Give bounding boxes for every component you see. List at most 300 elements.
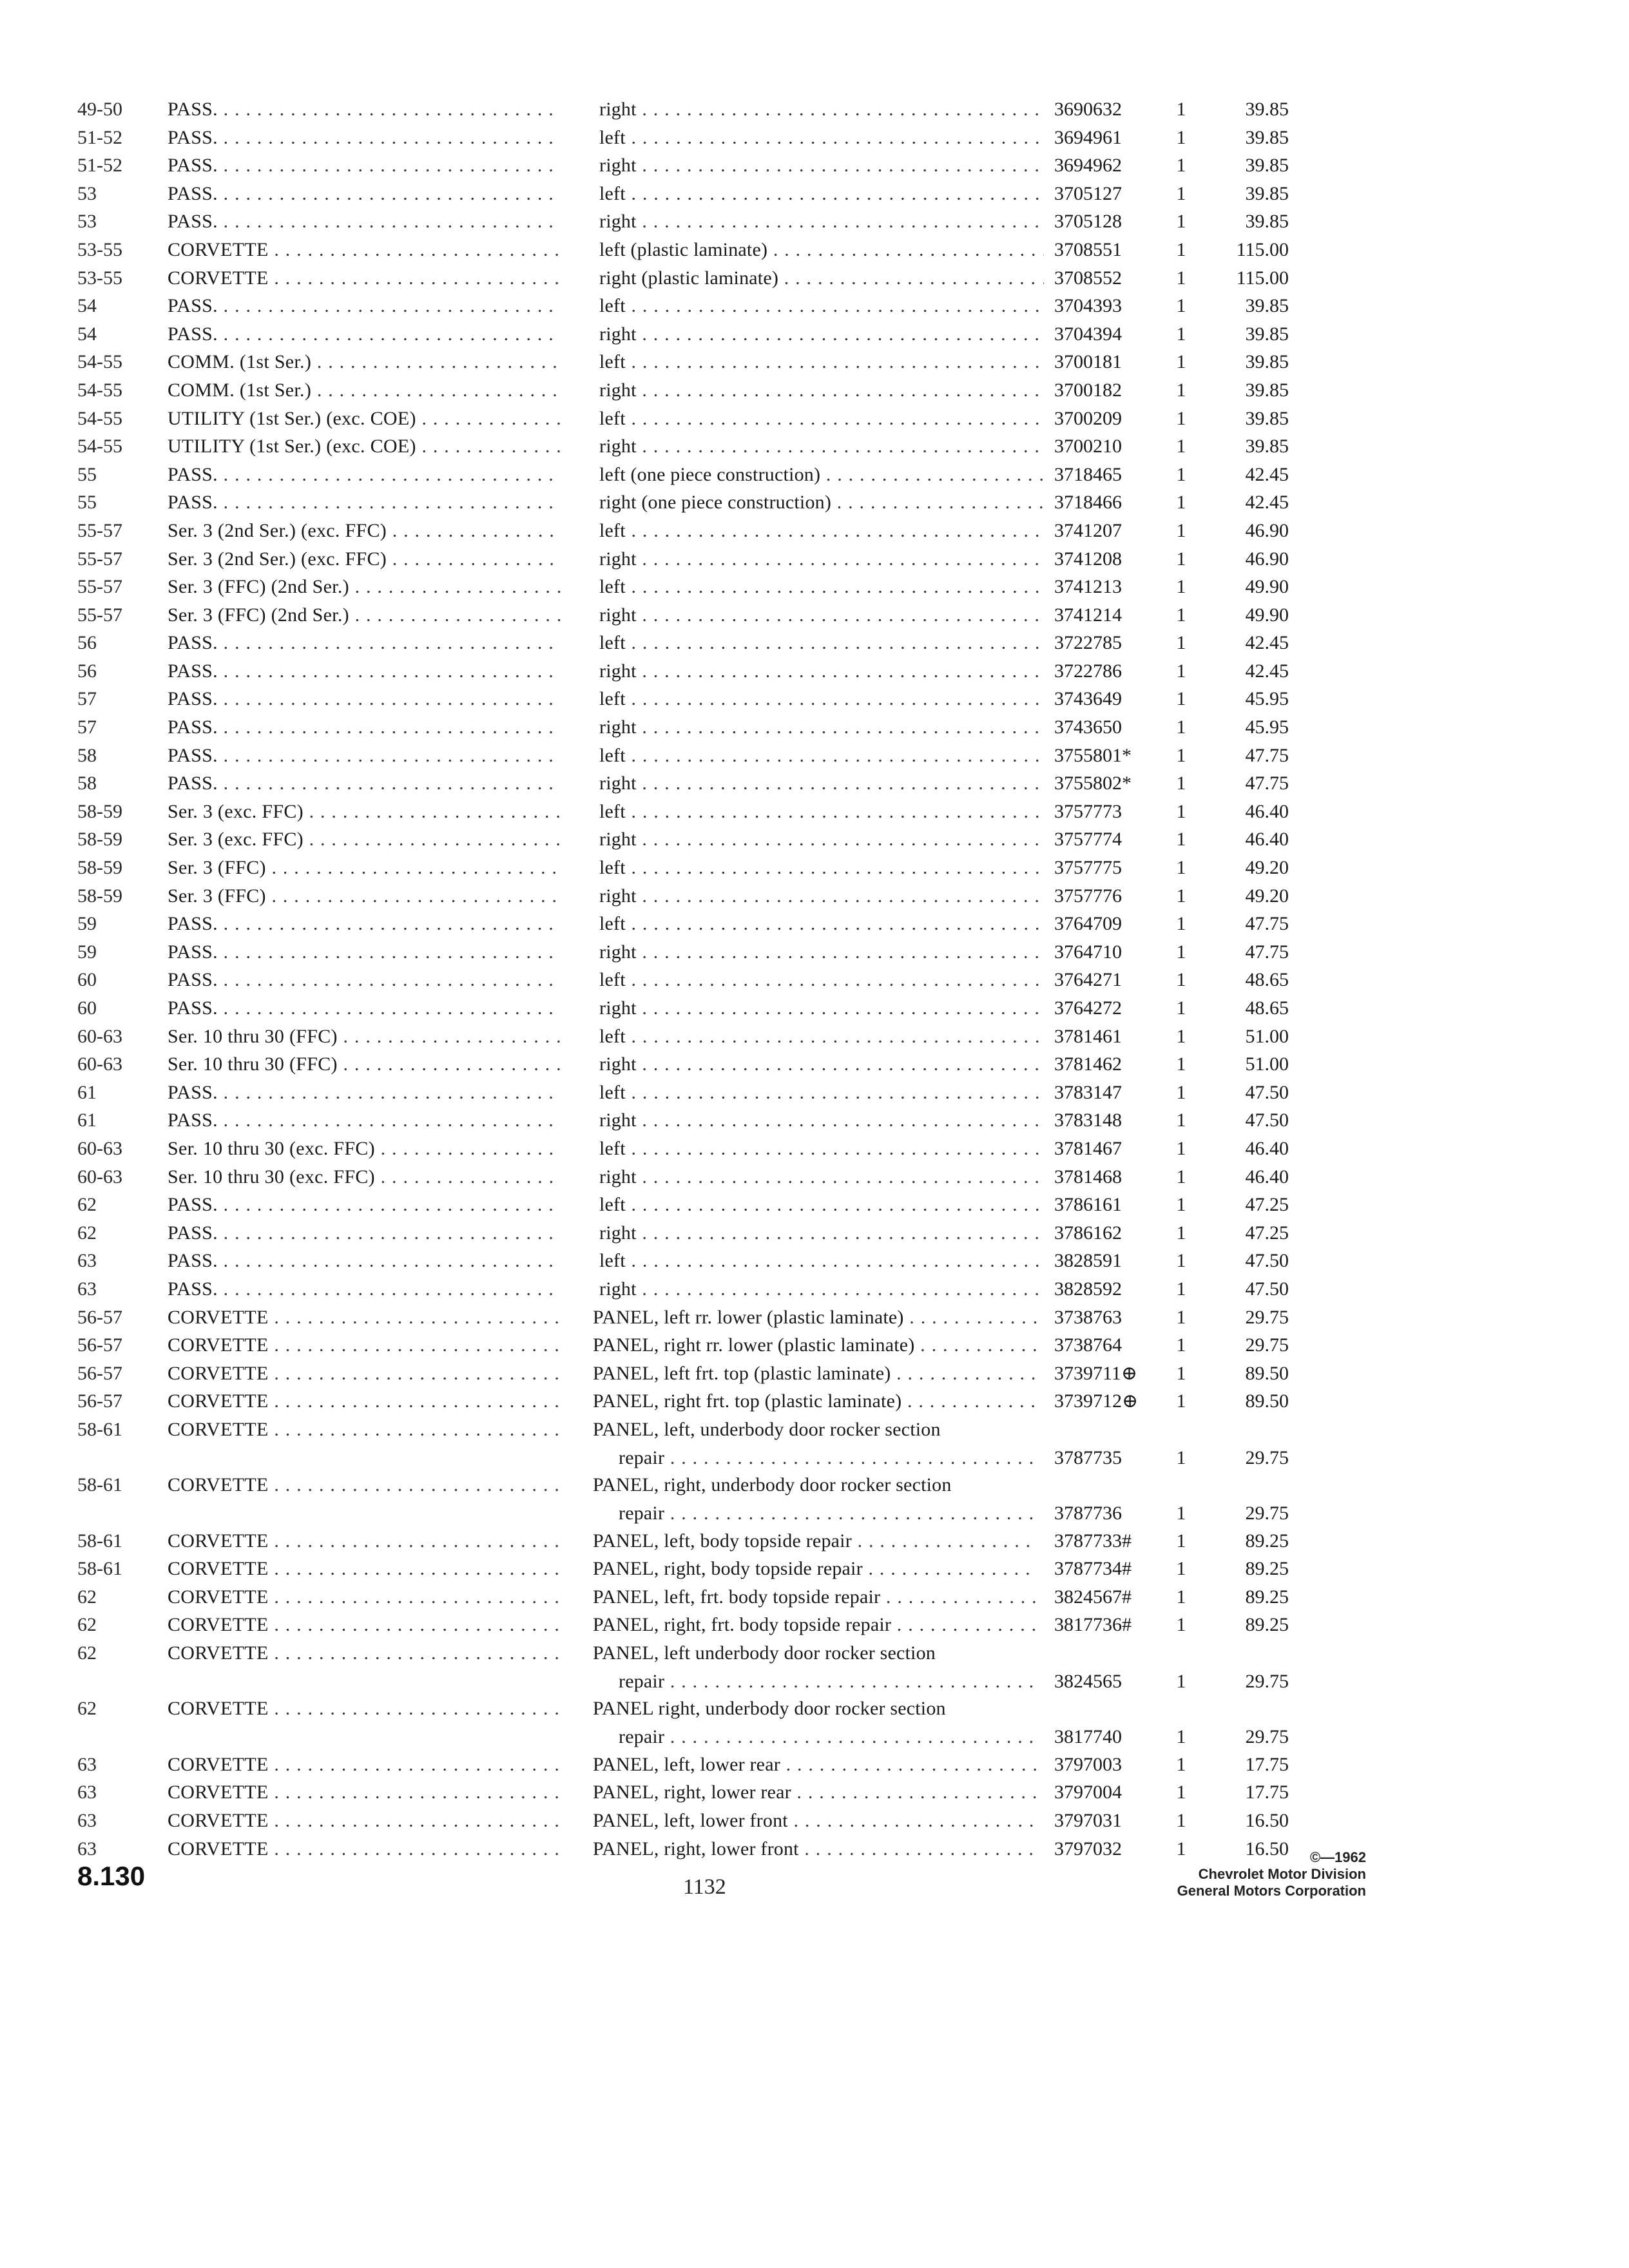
model-cell: PASS. . . . <box>168 461 561 489</box>
description-cell: right . . . <box>599 1050 1044 1079</box>
price-cell: 46.40 <box>1245 829 1289 850</box>
part-number-cell: 3757775 <box>1054 857 1122 879</box>
quantity-cell: 1 <box>1176 1194 1186 1216</box>
part-number-cell: 3781467 <box>1054 1137 1122 1159</box>
table-row <box>0 657 1629 686</box>
year-cell: 56-57 <box>77 1306 122 1328</box>
model-cell: CORVETTE . . . <box>168 1387 561 1416</box>
price-cell: 47.75 <box>1245 913 1289 935</box>
price-cell: 16.50 <box>1245 1838 1289 1860</box>
price-cell: 49.90 <box>1245 576 1289 598</box>
description-cell: right . . . <box>599 207 1044 236</box>
description-cell: PANEL, left, frt. body topside repair . . . <box>593 1583 1037 1611</box>
description-cell <box>593 1695 1037 1750</box>
price-cell: 89.50 <box>1245 1390 1289 1412</box>
model-cell: PASS. . . . <box>168 320 561 349</box>
publisher-imprint <box>1095 1849 1366 1899</box>
price-cell: 48.65 <box>1245 997 1289 1019</box>
price-cell: 17.75 <box>1245 1753 1289 1775</box>
description-cell: right . . . <box>599 938 1044 966</box>
table-row <box>0 1778 1629 1807</box>
description-cell: left . . . <box>599 292 1044 320</box>
description-cell: right (plastic laminate) . . . <box>599 264 1044 293</box>
model-cell: PASS. . . . <box>168 657 561 686</box>
part-number-cell: 3828591 <box>1054 1250 1122 1272</box>
year-cell: 53 <box>77 211 97 233</box>
model-cell: PASS. . . . <box>168 292 561 320</box>
model-cell: UTILITY (1st Ser.) (exc. COE) . . . <box>168 432 561 461</box>
model-cell: CORVETTE . . . <box>168 1835 561 1863</box>
table-row <box>0 1639 1629 1695</box>
model-cell: PASS. . . . <box>168 769 561 798</box>
quantity-cell: 1 <box>1176 1081 1186 1103</box>
quantity-cell: 1 <box>1176 1306 1186 1328</box>
model-cell: PASS. . . . <box>168 1079 561 1107</box>
part-number-cell: 3690632 <box>1054 99 1122 120</box>
price-cell: 47.50 <box>1245 1110 1289 1131</box>
quantity-cell: 1 <box>1176 323 1186 345</box>
description-cell: right . . . <box>599 432 1044 461</box>
year-cell: 59 <box>77 941 97 963</box>
description-cell: left (one piece construction) . . . <box>599 461 1044 489</box>
description-continuation: repair . . . <box>593 1444 1037 1472</box>
quantity-cell: 1 <box>1176 238 1186 260</box>
quantity-cell: 1 <box>1176 407 1186 429</box>
table-row <box>0 573 1629 601</box>
price-cell: 39.85 <box>1245 99 1289 120</box>
description-continuation: repair . . . <box>593 1723 1037 1751</box>
price-cell: 45.95 <box>1245 688 1289 710</box>
part-number-cell: 3755801* <box>1054 744 1132 766</box>
part-number-cell: 3700210 <box>1054 436 1122 457</box>
quantity-cell: 1 <box>1176 295 1186 317</box>
year-cell: 54 <box>77 295 97 317</box>
description-cell: left . . . <box>599 685 1044 713</box>
model-cell: CORVETTE . . . <box>168 1583 561 1611</box>
quantity-cell: 1 <box>1176 1362 1186 1384</box>
year-cell: 58-61 <box>77 1558 122 1580</box>
year-cell: 53 <box>77 182 97 204</box>
part-number-cell: 3705128 <box>1054 211 1122 233</box>
year-cell: 63 <box>77 1250 97 1272</box>
quantity-cell: 1 <box>1176 492 1186 514</box>
price-cell: 51.00 <box>1245 1025 1289 1047</box>
year-cell: 54-55 <box>77 436 122 457</box>
table-row <box>0 545 1629 573</box>
quantity-cell: 1 <box>1176 997 1186 1019</box>
description-cell: right . . . <box>599 825 1044 854</box>
year-cell: 61 <box>77 1110 97 1131</box>
description-continuation: repair . . . <box>593 1667 1037 1695</box>
quantity-cell: 1 <box>1176 1753 1186 1775</box>
year-cell: 58-61 <box>77 1474 122 1496</box>
publisher-division: Chevrolet Motor Division <box>1198 1866 1366 1882</box>
table-row <box>0 180 1629 208</box>
table-row <box>0 1387 1629 1416</box>
table-row <box>0 769 1629 798</box>
year-cell: 58-59 <box>77 885 122 907</box>
model-cell: CORVETTE . . . <box>168 1527 561 1555</box>
table-row <box>0 348 1629 376</box>
quantity-cell: 1 <box>1176 519 1186 541</box>
quantity-cell: 1 <box>1176 1137 1186 1159</box>
table-row <box>0 124 1629 152</box>
year-cell: 58 <box>77 744 97 766</box>
description-cell: right . . . <box>599 601 1044 629</box>
description-cell <box>593 1639 1037 1695</box>
part-number-cell: 3757774 <box>1054 829 1122 850</box>
table-row <box>0 825 1629 854</box>
part-number-cell: 3705127 <box>1054 182 1122 204</box>
table-row <box>0 1416 1629 1471</box>
part-number-cell: 3781461 <box>1054 1025 1122 1047</box>
model-cell: PASS. . . . <box>168 966 561 994</box>
description-cell: PANEL, right, body topside repair . . . <box>593 1555 1037 1583</box>
year-cell: 56 <box>77 632 97 654</box>
price-cell: 46.90 <box>1245 519 1289 541</box>
quantity-cell: 1 <box>1176 1334 1186 1356</box>
price-cell: 29.75 <box>1245 1446 1289 1468</box>
description-cell: left . . . <box>599 966 1044 994</box>
description-cell: right . . . <box>599 1275 1044 1303</box>
model-cell: Ser. 10 thru 30 (exc. FFC) . . . <box>168 1163 561 1191</box>
quantity-cell: 1 <box>1176 941 1186 963</box>
quantity-cell: 1 <box>1176 1782 1186 1803</box>
table-row <box>0 1135 1629 1163</box>
year-cell: 60-63 <box>77 1166 122 1187</box>
model-cell: CORVETTE . . . <box>168 1416 561 1444</box>
description-cell: right (one piece construction) . . . <box>599 488 1044 517</box>
table-row <box>0 95 1629 124</box>
quantity-cell: 1 <box>1176 857 1186 879</box>
quantity-cell: 1 <box>1176 99 1186 120</box>
part-number-cell: 3787736 <box>1054 1502 1122 1524</box>
price-cell: 47.75 <box>1245 941 1289 963</box>
table-row <box>0 1191 1629 1219</box>
model-cell: PASS. . . . <box>168 1219 561 1247</box>
model-cell: CORVETTE . . . <box>168 1807 561 1835</box>
year-cell: 56-57 <box>77 1334 122 1356</box>
quantity-cell: 1 <box>1176 885 1186 907</box>
model-cell: PASS. . . . <box>168 180 561 208</box>
model-cell: Ser. 3 (2nd Ser.) (exc. FFC) . . . <box>168 517 561 545</box>
description-cell: left . . . <box>599 1247 1044 1275</box>
price-cell: 39.85 <box>1245 295 1289 317</box>
year-cell: 58-59 <box>77 829 122 850</box>
part-number-cell: 3764271 <box>1054 969 1122 991</box>
part-number-cell: 3828592 <box>1054 1278 1122 1300</box>
description-cell: left (plastic laminate) . . . <box>599 236 1044 264</box>
year-cell: 53-55 <box>77 267 122 289</box>
part-number-cell: 3783147 <box>1054 1081 1122 1103</box>
quantity-cell: 1 <box>1176 800 1186 822</box>
description-cell: PANEL, left, lower front . . . <box>593 1807 1037 1835</box>
year-cell: 62 <box>77 1586 97 1608</box>
quantity-cell: 1 <box>1176 660 1186 682</box>
description-cell: PANEL, right, lower front . . . <box>593 1835 1037 1863</box>
price-cell: 39.85 <box>1245 155 1289 177</box>
description-cell: left . . . <box>599 348 1044 376</box>
quantity-cell: 1 <box>1176 829 1186 850</box>
price-cell: 42.45 <box>1245 463 1289 485</box>
model-cell: PASS. . . . <box>168 488 561 517</box>
year-cell: 60 <box>77 969 97 991</box>
model-cell: Ser. 3 (FFC) . . . <box>168 854 561 882</box>
model-cell: Ser. 10 thru 30 (exc. FFC) . . . <box>168 1135 561 1163</box>
description-cell: right . . . <box>599 1163 1044 1191</box>
price-cell: 29.75 <box>1245 1670 1289 1692</box>
quantity-cell: 1 <box>1176 1810 1186 1832</box>
table-row <box>0 994 1629 1023</box>
part-number-cell: 3743650 <box>1054 716 1122 738</box>
year-cell: 63 <box>77 1753 97 1775</box>
description-cell: PANEL, left, lower rear . . . <box>593 1751 1037 1779</box>
quantity-cell: 1 <box>1176 1838 1186 1860</box>
model-cell: CORVETTE . . . <box>168 1303 561 1332</box>
price-cell: 45.95 <box>1245 716 1289 738</box>
description-cell: right . . . <box>599 994 1044 1023</box>
price-cell: 39.85 <box>1245 436 1289 457</box>
table-row <box>0 713 1629 742</box>
year-cell: 62 <box>77 1698 97 1720</box>
quantity-cell: 1 <box>1176 688 1186 710</box>
table-row <box>0 1219 1629 1247</box>
model-cell: UTILITY (1st Ser.) (exc. COE) . . . <box>168 405 561 433</box>
part-number-cell: 3787733# <box>1054 1530 1132 1552</box>
part-number-cell: 3738764 <box>1054 1334 1122 1356</box>
part-number-cell: 3781468 <box>1054 1166 1122 1187</box>
part-number-cell: 3824567# <box>1054 1586 1132 1608</box>
part-number-cell: 3722786 <box>1054 660 1122 682</box>
model-cell: PASS. . . . <box>168 685 561 713</box>
description-cell: left . . . <box>599 798 1044 826</box>
quantity-cell: 1 <box>1176 1586 1186 1608</box>
table-row <box>0 1751 1629 1779</box>
description-cell: left . . . <box>599 910 1044 938</box>
price-cell: 47.25 <box>1245 1222 1289 1244</box>
quantity-cell: 1 <box>1176 744 1186 766</box>
year-cell: 51-52 <box>77 155 122 177</box>
quantity-cell: 1 <box>1176 548 1186 570</box>
model-cell: PASS. . . . <box>168 994 561 1023</box>
price-cell: 46.40 <box>1245 1166 1289 1187</box>
part-number-cell: 3743649 <box>1054 688 1122 710</box>
part-number-cell: 3797004 <box>1054 1782 1122 1803</box>
model-cell: Ser. 3 (FFC) (2nd Ser.) . . . <box>168 601 561 629</box>
model-cell: PASS. . . . <box>168 629 561 657</box>
price-cell: 39.85 <box>1245 351 1289 373</box>
description-cell: left . . . <box>599 124 1044 152</box>
part-number-cell: 3739712⊕ <box>1054 1390 1139 1412</box>
part-number-cell: 3741214 <box>1054 604 1122 626</box>
table-row <box>0 1247 1629 1275</box>
price-cell: 42.45 <box>1245 492 1289 514</box>
description-cell: PANEL, right, frt. body topside repair . . . <box>593 1611 1037 1639</box>
model-cell: PASS. . . . <box>168 1106 561 1135</box>
price-cell: 29.75 <box>1245 1502 1289 1524</box>
description-cell <box>593 1471 1037 1526</box>
page-code: 8.130 <box>77 1861 146 1891</box>
description-cell: right . . . <box>599 1219 1044 1247</box>
year-cell: 54-55 <box>77 379 122 401</box>
model-cell: PASS. . . . <box>168 124 561 152</box>
price-cell: 47.25 <box>1245 1194 1289 1216</box>
table-row <box>0 798 1629 826</box>
price-cell: 89.50 <box>1245 1362 1289 1384</box>
part-number-cell: 3787734# <box>1054 1558 1132 1580</box>
quantity-cell: 1 <box>1176 126 1186 148</box>
year-cell: 55-57 <box>77 548 122 570</box>
description-cell: left . . . <box>599 573 1044 601</box>
description-cell: left . . . <box>599 1023 1044 1051</box>
price-cell: 89.25 <box>1245 1558 1289 1580</box>
model-cell: Ser. 3 (2nd Ser.) (exc. FFC) . . . <box>168 545 561 573</box>
model-cell: PASS. . . . <box>168 1247 561 1275</box>
year-cell: 55 <box>77 492 97 514</box>
year-cell: 58-61 <box>77 1530 122 1552</box>
description-cell: right . . . <box>599 320 1044 349</box>
year-cell: 55-57 <box>77 604 122 626</box>
year-cell: 60-63 <box>77 1137 122 1159</box>
description-cell: right . . . <box>599 882 1044 910</box>
quantity-cell: 1 <box>1176 1390 1186 1412</box>
year-cell: 62 <box>77 1614 97 1636</box>
table-row <box>0 966 1629 994</box>
description-cell: right . . . <box>599 1106 1044 1135</box>
part-number-cell: 3694961 <box>1054 126 1122 148</box>
model-cell: CORVETTE . . . <box>168 1471 561 1499</box>
quantity-cell: 1 <box>1176 1614 1186 1636</box>
quantity-cell: 1 <box>1176 913 1186 935</box>
model-cell: PASS. . . . <box>168 910 561 938</box>
table-row <box>0 1471 1629 1526</box>
price-cell: 17.75 <box>1245 1782 1289 1803</box>
year-cell: 56 <box>77 660 97 682</box>
part-number-cell: 3764272 <box>1054 997 1122 1019</box>
description-cell: PANEL, right frt. top (plastic laminate) . . . <box>593 1387 1037 1416</box>
table-row <box>0 488 1629 517</box>
year-cell: 63 <box>77 1278 97 1300</box>
part-number-cell: 3739711⊕ <box>1054 1362 1138 1384</box>
year-cell: 51-52 <box>77 126 122 148</box>
table-row <box>0 1163 1629 1191</box>
description-line: PANEL, right, underbody door rocker section <box>593 1474 952 1496</box>
year-cell: 56-57 <box>77 1362 122 1384</box>
model-cell: Ser. 10 thru 30 (FFC) . . . <box>168 1023 561 1051</box>
description-cell: left . . . <box>599 742 1044 770</box>
price-cell: 42.45 <box>1245 632 1289 654</box>
table-row <box>0 461 1629 489</box>
year-cell: 58 <box>77 773 97 794</box>
table-row <box>0 854 1629 882</box>
part-number-cell: 3797032 <box>1054 1838 1122 1860</box>
description-cell: left . . . <box>599 180 1044 208</box>
price-cell: 29.75 <box>1245 1726 1289 1748</box>
quantity-cell: 1 <box>1176 211 1186 233</box>
year-cell: 58-61 <box>77 1418 122 1440</box>
price-cell: 46.40 <box>1245 1137 1289 1159</box>
description-cell <box>593 1416 1037 1471</box>
part-number-cell: 3738763 <box>1054 1306 1122 1328</box>
description-cell: right . . . <box>599 376 1044 405</box>
quantity-cell: 1 <box>1176 1446 1186 1468</box>
model-cell: Ser. 3 (FFC) (2nd Ser.) . . . <box>168 573 561 601</box>
table-row <box>0 1360 1629 1388</box>
quantity-cell: 1 <box>1176 351 1186 373</box>
publisher-corporation: General Motors Corporation <box>1177 1883 1366 1899</box>
part-number-cell: 3741207 <box>1054 519 1122 541</box>
table-row <box>0 405 1629 433</box>
part-number-cell: 3755802* <box>1054 773 1132 794</box>
part-number-cell: 3700181 <box>1054 351 1122 373</box>
description-cell: right . . . <box>599 713 1044 742</box>
part-number-cell: 3708551 <box>1054 238 1122 260</box>
table-row <box>0 1106 1629 1135</box>
year-cell: 55-57 <box>77 576 122 598</box>
description-cell: left . . . <box>599 1135 1044 1163</box>
price-cell: 89.25 <box>1245 1614 1289 1636</box>
part-number-cell: 3764709 <box>1054 913 1122 935</box>
part-number-cell: 3783148 <box>1054 1110 1122 1131</box>
part-number-cell: 3708552 <box>1054 267 1122 289</box>
part-number-cell: 3694962 <box>1054 155 1122 177</box>
quantity-cell: 1 <box>1176 155 1186 177</box>
model-cell: CORVETTE . . . <box>168 1751 561 1779</box>
table-row <box>0 1527 1629 1555</box>
description-cell: PANEL, left, body topside repair . . . <box>593 1527 1037 1555</box>
part-number-cell: 3741208 <box>1054 548 1122 570</box>
model-cell: PASS. . . . <box>168 742 561 770</box>
part-number-cell: 3718465 <box>1054 463 1122 485</box>
quantity-cell: 1 <box>1176 576 1186 598</box>
quantity-cell: 1 <box>1176 604 1186 626</box>
table-row <box>0 1695 1629 1750</box>
quantity-cell: 1 <box>1176 1530 1186 1552</box>
price-cell: 89.25 <box>1245 1586 1289 1608</box>
quantity-cell: 1 <box>1176 969 1186 991</box>
price-cell: 47.75 <box>1245 773 1289 794</box>
year-cell: 60 <box>77 997 97 1019</box>
table-row <box>0 910 1629 938</box>
table-row <box>0 151 1629 180</box>
part-number-cell: 3704393 <box>1054 295 1122 317</box>
year-cell: 63 <box>77 1810 97 1832</box>
model-cell: CORVETTE . . . <box>168 1331 561 1360</box>
year-cell: 58-59 <box>77 800 122 822</box>
table-row <box>0 1331 1629 1360</box>
model-cell: COMM. (1st Ser.) . . . <box>168 348 561 376</box>
description-line: PANEL, left, underbody door rocker section <box>593 1418 941 1440</box>
table-row <box>0 1807 1629 1835</box>
model-cell: CORVETTE . . . <box>168 1611 561 1639</box>
quantity-cell: 1 <box>1176 773 1186 794</box>
price-cell: 49.90 <box>1245 604 1289 626</box>
part-number-cell: 3700209 <box>1054 407 1122 429</box>
price-cell: 46.40 <box>1245 800 1289 822</box>
description-line: PANEL, left underbody door rocker section <box>593 1642 936 1664</box>
quantity-cell: 1 <box>1176 1025 1186 1047</box>
quantity-cell: 1 <box>1176 1558 1186 1580</box>
table-row <box>0 938 1629 966</box>
table-row <box>0 292 1629 320</box>
quantity-cell: 1 <box>1176 1250 1186 1272</box>
price-cell: 29.75 <box>1245 1306 1289 1328</box>
table-row <box>0 1835 1629 1863</box>
description-cell: left . . . <box>599 1079 1044 1107</box>
model-cell: Ser. 10 thru 30 (FFC) . . . <box>168 1050 561 1079</box>
part-number-cell: 3817740 <box>1054 1726 1122 1748</box>
part-number-cell: 3787735 <box>1054 1446 1122 1468</box>
